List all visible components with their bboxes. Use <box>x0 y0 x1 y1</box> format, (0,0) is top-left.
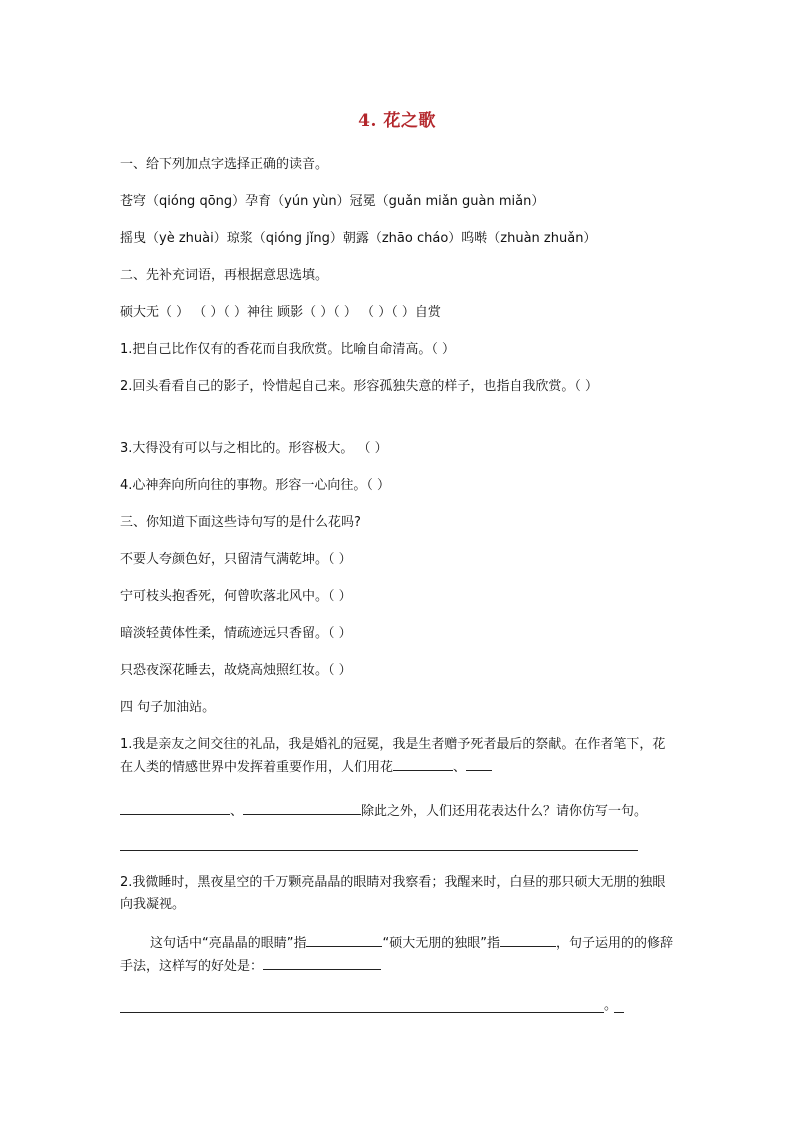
separator: 、 <box>230 804 244 819</box>
idiom-item-2: 2.回头看看自己的影子，怜惜起自己来。形容孤独失意的样子，也指自我欣赏。（ ） <box>120 379 599 394</box>
section2-heading: 二、先补充词语，再根据意思选填。 <box>120 268 329 283</box>
separator: 、 <box>453 760 467 775</box>
poem-item-2: 宁可枝头抱香死，何曾吹落北风中。（ ） <box>120 589 352 604</box>
idiom-item-4: 4.心神奔向所向往的事物。形容一心向往。（ ） <box>120 478 391 493</box>
answer-line-tail <box>614 1012 624 1013</box>
idiom-item-3: 3.大得没有可以与之相比的。形容极大。 （ ） <box>120 441 388 456</box>
question-2-c: ，句子运用的的修辞手法，这样写的好处是： <box>120 936 673 974</box>
question-2: 2.我微睡时，黑夜星空的千万颗亮晶晶的眼睛对我察看；我醒来时，白昼的那只硕大无朋的独眼向我凝视。 <box>120 875 666 912</box>
pinyin-line-1: 苍穹（qióng qōng）孕育（yún yùn）冠冕（guǎn miǎn guàn miǎn） <box>120 194 545 209</box>
question-2-a: 这句话中“亮晶晶的眼睛”指 <box>150 936 307 951</box>
poem-item-3: 暗淡轻黄体性柔，情疏迹远只香留。（ ） <box>120 626 352 641</box>
question-1 <box>120 734 676 779</box>
pinyin-line-2: 摇曳（yè zhuài）琼浆（qióng jǐng）朝露（zhāo cháo）呜啭（zhuàn zhuǎn） <box>120 231 597 246</box>
page-title: 4. 花之歌 <box>358 111 436 131</box>
question-2-end: 。 <box>604 998 618 1013</box>
answer-blank[interactable] <box>120 800 230 815</box>
idiom-item-1: 1.把自己比作仅有的香花而自我欣赏。比喻自命清高。（ ） <box>120 342 456 357</box>
question-1-text: 1.我是亲友之间交往的礼品，我是婚礼的冠冕，我是生者赠予死者最后的祭献。在作者笔下，花在人类的情感世界中发挥着重要作用，人们用花 <box>120 737 666 775</box>
poem-item-1: 不要人夸颜色好，只留清气满乾坤。（ ） <box>120 552 352 567</box>
answer-blank[interactable] <box>500 932 556 947</box>
question-1-continued <box>120 800 647 822</box>
answer-blank[interactable] <box>306 932 382 947</box>
idiom-fill-row: 硕大无（ ） （ ）（ ）神往 顾影（ ）（ ） （ ）（ ）自赏 <box>120 305 441 320</box>
answer-blank[interactable] <box>263 955 381 970</box>
question-1-tail: 除此之外，人们还用花表达什么？请你仿写一句。 <box>361 804 648 819</box>
poem-item-4: 只恐夜深花睡去，故烧高烛照红妆。（ ） <box>120 663 352 678</box>
section3-heading: 三、你知道下面这些诗句写的是什么花吗? <box>120 515 361 530</box>
answer-line[interactable] <box>120 850 638 851</box>
section1-heading: 一、给下列加点字选择正确的读音。 <box>120 157 329 172</box>
answer-blank[interactable] <box>466 756 492 771</box>
question-2-b: “硕大无朋的独眼”指 <box>382 936 500 951</box>
answer-blank[interactable] <box>393 756 453 771</box>
question-2-prompt <box>120 932 676 978</box>
section4-heading: 四 句子加油站。 <box>120 700 216 715</box>
answer-line[interactable] <box>120 1012 604 1013</box>
answer-blank[interactable] <box>243 800 361 815</box>
